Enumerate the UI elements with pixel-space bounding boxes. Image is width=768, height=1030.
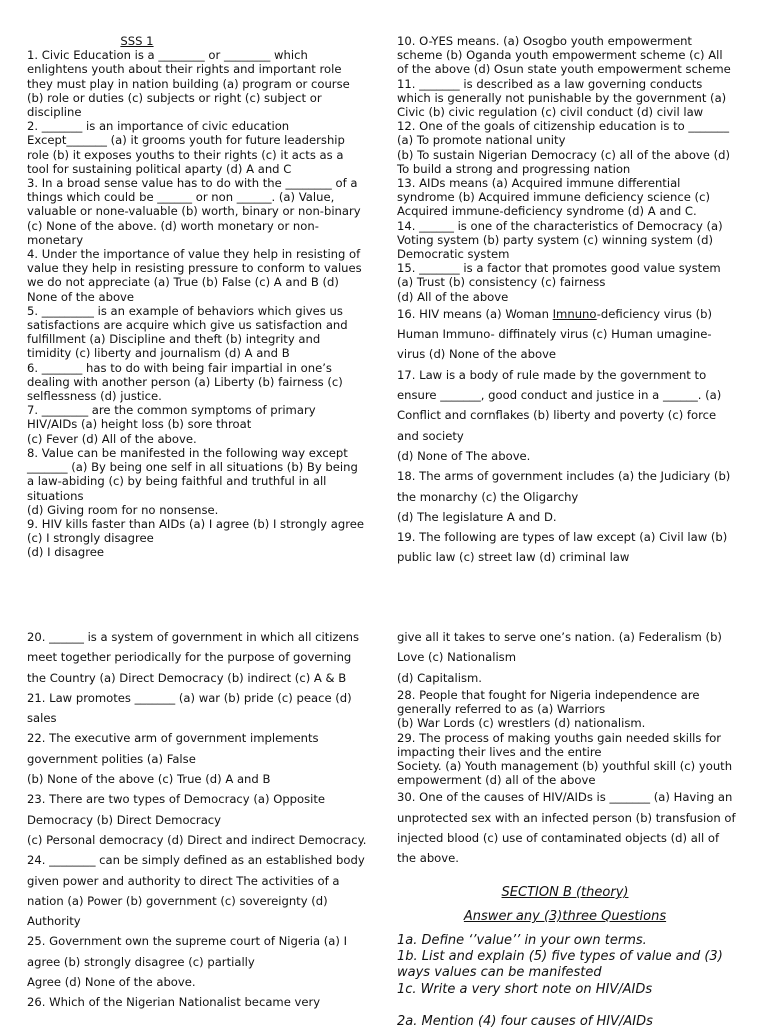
question-27-option-d: (d) Capitalism. — [397, 670, 482, 685]
question-15-option-d: (d) All of the above — [397, 289, 509, 304]
question-18-option-d: (d) The legislature A and D. — [397, 509, 557, 524]
question-25: 25. Government own the supreme court of Nigeria (a) I agree (b) strongly disagree (c) partially — [27, 934, 348, 969]
question-3: 3. In a broad sense value has to do with the ________ of a things which could be ______ or non ______. (a) Value, valuable or none-valuable (b) worth, binary or non-binary (c) None of the above. (d) worth monetary or non-monetary — [27, 176, 361, 247]
questions-column-1 — [27, 34, 367, 560]
theory-question-1c: 1c. Write a very short note on HIV/AIDs — [397, 981, 653, 997]
theory-question-1b: 1b. List and explain (5) five types of value and (3) ways values can be manifested — [397, 949, 723, 981]
question-13: 13. AIDs means (a) Acquired immune differential syndrome (b) Acquired immune deficiency science (c) Acquired immune-deficiency syndrome (d) A and C. — [397, 176, 710, 219]
theory-questions — [397, 933, 747, 1030]
question-19: 19. The following are types of law except (a) Civil law (b) public law (c) street law (d) criminal law — [397, 530, 728, 565]
question-16-end: -deficiency virus (b) Human Immuno- diffinately virus (c) Human umagine-virus (d) None of the above — [397, 306, 713, 362]
question-30: 30. One of the causes of HIV/AIDs is _______ (a) Having an unprotected sex with an infected person (b) transfusion of injected blood (c) use of contaminated objects (d) all of the above. — [397, 790, 736, 866]
question-16-start: 16. HIV means (a) Woman — [397, 306, 553, 321]
questions-column-3 — [27, 627, 367, 1013]
question-9: 9. HIV kills faster than AIDs (a) I agree (b) I strongly agree (c) I strongly disagree — [27, 516, 364, 546]
question-14: 14. ______ is one of the characteristics of Democracy (a) Voting system (b) party system (c) winning system (d) Democratic system — [397, 218, 723, 262]
question-29: 29. The process of making youths gain needed skills for impacting their lives and the entire — [397, 730, 722, 759]
question-28: 28. People that fought for Nigeria independence are generally referred to as (a) Warriors — [397, 687, 700, 717]
question-17-option-d: (d) None of The above. — [397, 448, 531, 463]
question-25-options: Agree (d) None of the above. — [27, 975, 196, 990]
question-21: 21. Law promotes _______ (a) war (b) pride (c) peace (d) sales — [27, 690, 352, 726]
question-7-options: (c) Fever (d) All of the above. — [27, 431, 197, 446]
question-11: 11. _______ is described as a law governing conducts which is generally not punishable by the government (a) Civic (b) civic regulation (c) civil conduct (d) civil law — [397, 76, 727, 120]
question-4: 4. Under the importance of value they help in resisting of value they help in resisting pressure to conform to values we do not appreciate (a) True (b) False (c) A and B (d) None of the above — [27, 247, 362, 304]
theory-spacer — [397, 998, 747, 1014]
question-6: 6. _______ has to do with being fair impartial in one’s dealing with another person (a) Liberty (b) fairness (c) selflessness (d) justice. — [27, 360, 343, 404]
question-7: 7. ________ are the common symptoms of primary HIV/AIDs (a) height loss (b) sore throat — [27, 403, 316, 432]
question-16-underlined: Imnuno — [552, 306, 597, 321]
question-22-options: (b) None of the above (c) True (d) A and B — [27, 772, 271, 787]
question-29-options: Society. (a) Youth management (b) youthful skill (c) youth empowerment (d) all of the above — [397, 758, 733, 788]
section-b-title: SECTION B (theory) — [501, 885, 629, 900]
question-28-options: (b) War Lords (c) wrestlers (d) nationalism. — [397, 716, 646, 731]
question-20: 20. ______ is a system of government in which all citizens meet together periodically for the purpose of governing the Country (a) Direct Democracy (b) indirect (c) A & B — [27, 630, 360, 685]
question-23-options: (c) Personal democracy (d) Direct and indirect Democracy. — [27, 832, 367, 847]
question-12-option-a: (a) To promote national unity — [397, 133, 566, 148]
question-10: 10. O-YES means. (a) Osogbo youth empowerment scheme (b) Oganda youth empowerment scheme (c) All of the above (d) Osun state youth empowerment scheme — [397, 34, 731, 77]
question-22: 22. The executive arm of government implements government polities (a) False — [27, 731, 319, 766]
question-1: 1. Civic Education is a ________ or ________ which enlightens youth about their rights and important role they must play in nation building (a) program or course (b) role or duties (c) subjects or right (c) subject or discipline — [27, 48, 350, 120]
question-15: 15. _______ is a factor that promotes good value system (a) Trust (b) consistency (c) fairness — [397, 261, 721, 290]
question-8: 8. Value can be manifested in the following way except _______ (a) By being one self in all situations (b) By being a law-abiding (c) by being faithful and truthful in all situations — [27, 445, 358, 503]
questions-column-4 — [397, 627, 737, 869]
theory-question-2a: 2a. Mention (4) four causes of HIV/AIDs — [397, 1013, 653, 1029]
question-5: 5. _________ is an example of behaviors which gives us satisfactions are acquire which give us satisfaction and fulfillment (a) Discipline and theft (b) integrity and timidity (c) liberty and journalism (d) A and B — [27, 303, 348, 361]
class-title: SSS 1 — [120, 34, 154, 48]
section-b-instruction: Answer any (3)three Questions — [463, 909, 667, 924]
question-8-options: (d) Giving room for no nonsense. — [27, 502, 219, 517]
question-24: 24. ________ can be simply defined as an established body given power and authority to direct The activities of a nation (a) Power (b) government (c) sovereignty (d) Authority — [27, 853, 365, 929]
question-2: 2. _______ is an importance of civic education Except_______ (a) it grooms youth for future leadership role (b) it exposes youths to their rights (c) it acts as a tool for sustaining political aparty (d) A and C — [27, 119, 345, 176]
questions-column-2 — [397, 34, 737, 568]
question-26: 26. Which of the Nigerian Nationalist became very — [27, 995, 321, 1010]
question-17: 17. Law is a body of rule made by the government to ensure _______, good conduct and justice in a ______. (a) Conflict and cornflakes (b) liberty and poverty (c) force and society — [397, 367, 722, 443]
question-16 — [397, 304, 737, 365]
question-18: 18. The arms of government includes (a) the Judiciary (b) the monarchy (c) the Oligarchy — [397, 469, 731, 504]
question-12: 12. One of the goals of citizenship education is to _______ — [397, 119, 729, 134]
question-9-options: (d) I disagree — [27, 545, 105, 560]
question-27-continued: give all it takes to serve one’s nation. (a) Federalism (b) Love (c) Nationalism — [397, 630, 722, 665]
theory-question-1a: 1a. Define ‘’value’’ in your own terms. — [397, 933, 647, 948]
question-12-options: (b) To sustain Nigerian Democracy (c) all of the above (d) To build a strong and progressing nation — [397, 147, 730, 176]
question-23: 23. There are two types of Democracy (a) Opposite Democracy (b) Direct Democracy — [27, 792, 326, 827]
